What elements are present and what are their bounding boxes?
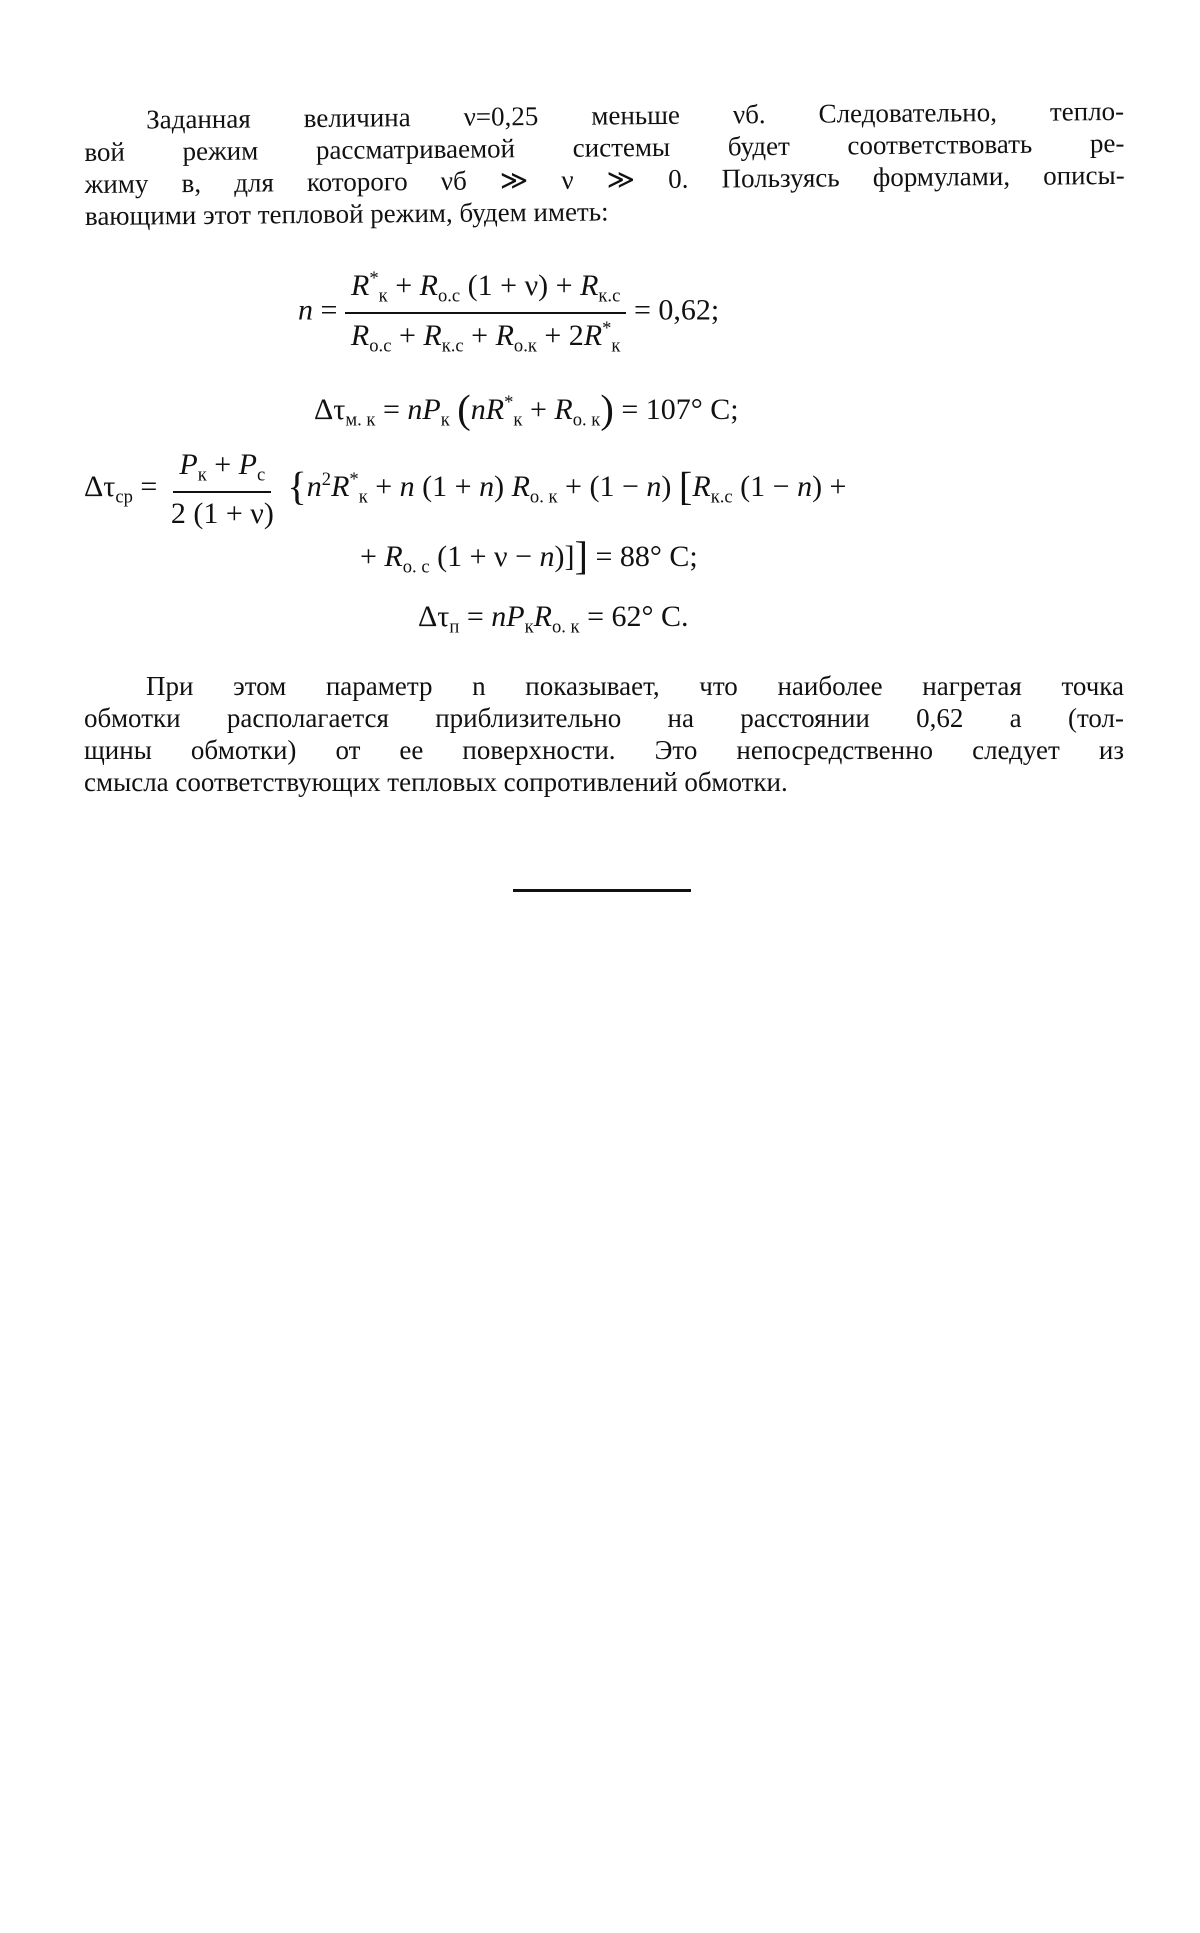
text-line: При этом параметр n показывает, что наиболее нагретая точка [146,671,1124,701]
equation-result: = 62° С. [587,600,689,633]
text-line: обмотки располагается приблизительно на расстоянии 0,62 a (тол- [84,703,1124,733]
text-line: жиму в, для которого νб ≫ ν ≫ 0. Пользуясь формулами, описы- [84,159,1125,199]
equation-tau-sr-line1: $\Delta\tau_{ср}$ = $\frac{P_к + P_с}{2 (1 + \nu)}$ {$n^2R^*_к + n$ (1 + n) $R_{о. к} + (1 - n)$ [$R_{к.с}$ (1 − n) + [84,448,847,530]
text-line: Заданная величина ν=0,25 меньше νб. Следовательно, тепло- [146,95,1125,135]
text-line: щины обмотки) от ее поверхности. Это непосредственно следует из [84,735,1124,765]
text-line: смысла соответствующих тепловых сопротивлений обмотки. [84,767,788,797]
intro-paragraph [84,95,1125,232]
conclusion-paragraph [84,670,1124,798]
equation-result: = 107° С; [621,393,739,427]
equation-result: = 88° С; [595,540,698,573]
equation-n: n = $\frac{R^*_к + R_{о.с} (1 + \nu) + R_{к.с}}{R_{о.с} + R_{к.с} + R_{о.к} + 2R^*_к}$ = 0,62; [298,268,720,357]
equation-tau-p: $\Delta\tau_п = nP_кR_{о. к} = 62^\circ$ С. [418,600,689,638]
section-end-rule [513,889,691,892]
text-line: вой режим рассматриваемой системы будет соответствовать ре- [84,127,1125,167]
fraction: $\frac{P_к + P_с}{2 (1 + \nu)}$ [170,448,274,530]
fraction: $\frac{R^*_к + R_{о.с} (1 + \nu) + R_{к.с}}{R_{о.с} + R_{к.с} + R_{о.к} + 2R^*_к}$ [345,268,627,357]
equation-result: = 0,62; [633,293,720,327]
equation-tau-mk: $\Delta\tau_{м. к} = nP_к$ $(nR^*_к + R_{о. к}) = 107^\circ$ С; [314,386,739,432]
text-line: вающими этот тепловой режим, будем иметь: [84,196,609,231]
equation-tau-sr-line2: + $R_{о. с}$ (1 + ν − n)]] = 88° С; [360,533,698,579]
